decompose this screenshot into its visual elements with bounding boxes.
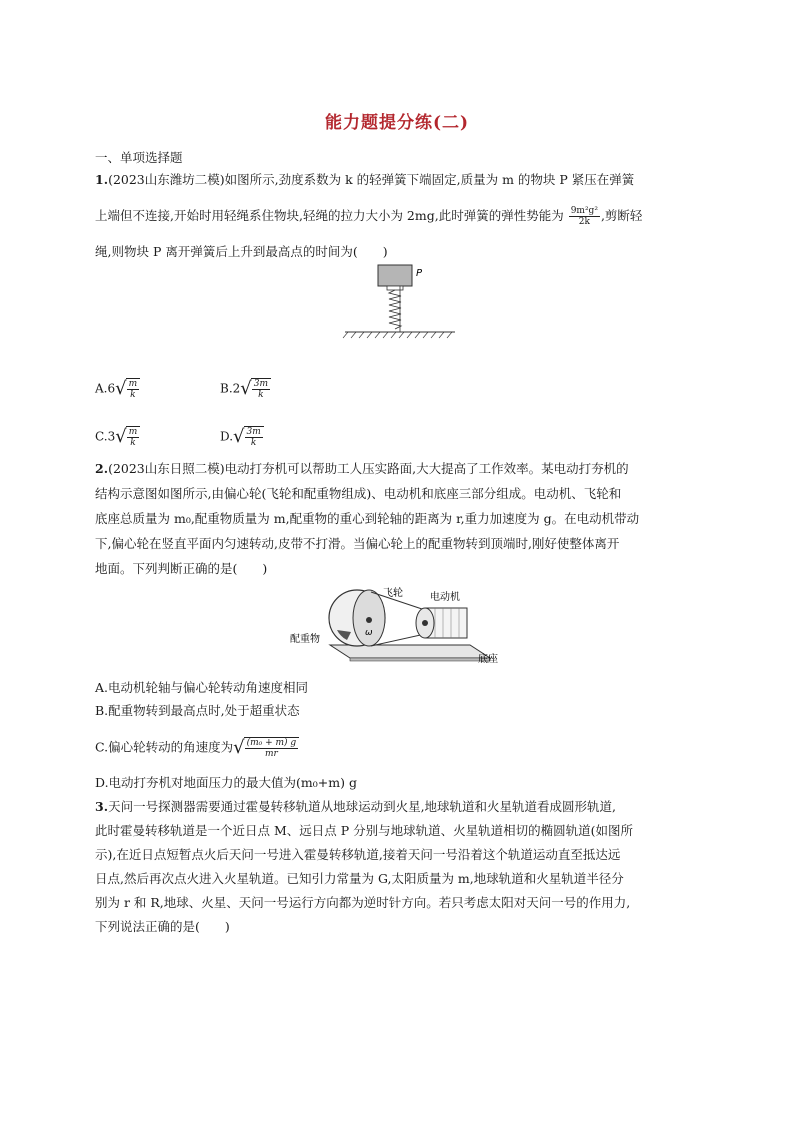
flywheel-label: 飞轮 [383,588,403,599]
block-p [378,265,412,286]
spring [389,290,401,329]
motor-label: 电动机 [430,592,460,603]
q1-line-1: 1.(2023山东潍坊二模)如图所示,劲度系数为 k 的轻弹簧下端固定,质量为 m 的物块 P 紧压在弹簧 [95,172,635,187]
q1-number: 1. [95,172,109,187]
counterweight-label: 配重物 [290,634,320,645]
q1-line-2: 上端但不连接,开始时用轻绳系住物块,轻绳的拉力大小为 2mg,此时弹簧的弹性势能为 $\frac{\text{9m²g²}}{2k}$ ,剪断轻 [95,206,643,227]
q3-line-3: 示),在近日点短暂点火后天问一号进入霍曼转移轨道,接着天问一号沿着这个轨道运动直至抵达远 [95,847,621,862]
q3-number: 3. [95,799,109,814]
q2-option-a[interactable]: A.电动机轮轴与偏心轮转动角速度相同 [95,680,309,695]
q2-line-2: 结构示意图如图所示,由偏心轮(飞轮和配重物组成)、电动机和底座三部分组成。电动机、飞轮和 [95,486,622,501]
q1-option-b[interactable]: B.2 √ $\frac{3m}{k}$ [220,378,271,400]
q2-option-d[interactable]: D.电动打夯机对地面压力的最大值为(m₀+m) g [95,775,357,790]
q2-number: 2. [95,461,109,476]
spring-top-plate [387,286,403,290]
q3-line-1: 3.天问一号探测器需要通过霍曼转移轨道从地球运动到火星,地球轨道和火星轨道看成圆形轨道, [95,799,617,814]
q1-line-3: 绳,则物块 P 离开弹簧后上升到最高点的时间为( ) [95,244,388,259]
q3-line-2: 此时霍曼转移轨道是一个近日点 M、远日点 P 分别与地球轨道、火星轨道相切的椭圆轨道(如图所 [95,823,634,838]
omega-label: ω [365,628,373,638]
q2-line-3: 底座总质量为 m₀,配重物质量为 m,配重物的重心到轮轴的距离为 r,重力加速度为 g。在电动机带动 [95,511,640,526]
q2-line-5: 地面。下列判断正确的是( ) [95,561,268,576]
ground-hatching [343,332,452,338]
base-label: 底座 [478,654,498,665]
elastic-energy-fraction: $\frac{\text{9m²g²}}{2k}$ [570,206,598,227]
q3-line-6: 下列说法正确的是( ) [95,919,230,934]
block-p-label: P [416,268,423,279]
spring-block-figure [340,262,460,344]
q1-option-d[interactable]: D. √ $\frac{3m}{k}$ [220,426,264,448]
base-plate [330,645,490,658]
q3-line-4: 日点,然后再次点火进入火星轨道。已知引力常量为 G,太阳质量为 m,地球轨道和火星轨道半径分 [95,871,624,886]
q2-option-b[interactable]: B.配重物转到最高点时,处于超重状态 [95,703,300,718]
q2-option-c[interactable]: C.偏心轮转动的角速度为 √ $\frac{\text{(m₀ + m) g}}{mr}$ [95,737,299,759]
page-title: 能力题提分练(二) [324,113,470,133]
flywheel-axle [366,617,372,623]
q2-line-4: 下,偏心轮在竖直平面内匀速转动,皮带不打滑。当偏心轮上的配重物转到顶端时,刚好使整体离开 [95,536,620,551]
q1-option-a[interactable]: A.6 √ $\frac{m}{k}$ [95,378,140,400]
q2-line-1: 2.(2023山东日照二模)电动打夯机可以帮助工人压实路面,大大提高了工作效率。某电动打夯机的 [95,461,629,476]
section-heading: 一、单项选择题 [95,150,183,165]
tamper-machine-figure [285,580,515,665]
q1-option-c[interactable]: C.3 √ $\frac{m}{k}$ [95,426,140,448]
q3-line-5: 别为 r 和 R,地球、火星、天问一号运行方向都为逆时针方向。若只考虑太阳对天问一号的作用力, [95,895,631,910]
